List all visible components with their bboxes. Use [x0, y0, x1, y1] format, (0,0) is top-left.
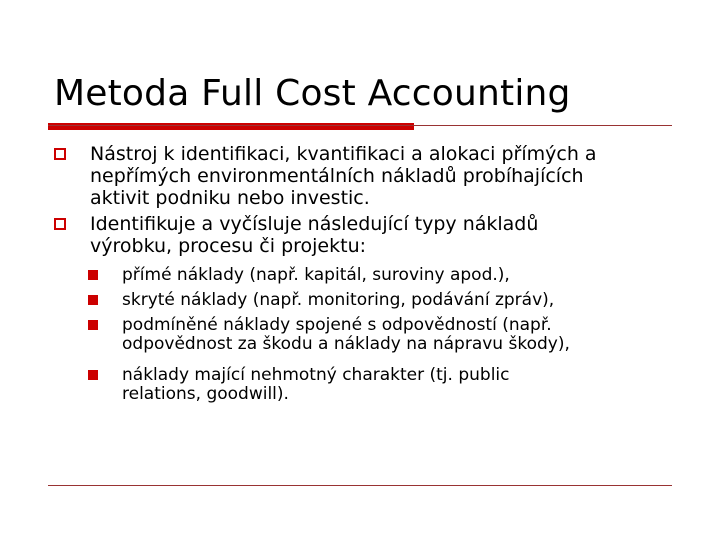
slide-title: Metoda Full Cost Accounting: [54, 73, 571, 114]
sub-bullet-item-3-text: [122, 316, 570, 354]
bullet-item-1-line-1: Nástroj k identifikaci, kvantifikaci a alokaci přímých a: [90, 143, 597, 165]
sub-bullet-item-3-line-1: podmíněné náklady spojené s odpovědností (např.: [122, 315, 552, 335]
sub-bullet-item-4-line-2: relations, goodwill).: [122, 384, 289, 404]
bullet-item-2-text: [90, 213, 538, 257]
filled-square-bullet-icon: [88, 370, 98, 380]
filled-square-bullet-icon: [88, 295, 98, 305]
bullet-item-2-line-2: výrobku, procesu či projektu:: [90, 235, 367, 257]
title-divider-line: [48, 125, 672, 126]
footer-divider-line: [48, 485, 672, 486]
bullet-item-2-line-1: Identifikuje a vyčísluje následující typy nákladů: [90, 213, 539, 235]
hollow-square-bullet-icon: [54, 148, 66, 160]
hollow-square-bullet-icon: [54, 218, 66, 230]
sub-bullet-item-1-line-1: přímé náklady (např. kapitál, suroviny apod.),: [122, 265, 510, 285]
sub-bullet-item-4-text: [122, 366, 510, 404]
sub-bullet-item-1-text: [122, 266, 510, 285]
sub-bullet-item-2-text: [122, 291, 554, 310]
bullet-item-1-text: [90, 143, 597, 209]
sub-bullet-item-3-line-2: odpovědnost za škodu a náklady na nápravu škody),: [122, 334, 570, 354]
bullet-item-1-line-3: aktivit podniku nebo investic.: [90, 187, 370, 209]
bullet-item-1-line-2: nepřímých environmentálních nákladů probíhajících: [90, 165, 584, 187]
filled-square-bullet-icon: [88, 270, 98, 280]
sub-bullet-item-2-line-1: skryté náklady (např. monitoring, podávání zpráv),: [122, 290, 555, 310]
filled-square-bullet-icon: [88, 320, 98, 330]
sub-bullet-item-4-line-1: náklady mající nehmotný charakter (tj. public: [122, 365, 510, 385]
